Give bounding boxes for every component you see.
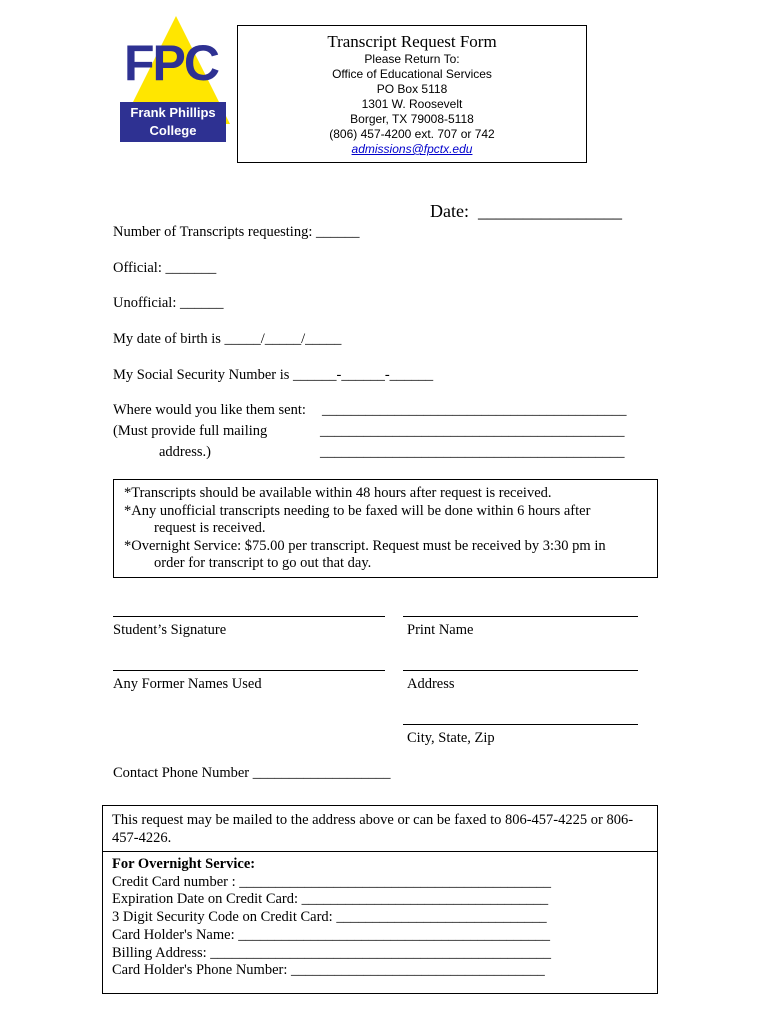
- print-name-line[interactable]: [403, 616, 638, 617]
- mailing-address-line-3[interactable]: __________________________________________: [320, 444, 625, 460]
- payment-box: [102, 805, 658, 994]
- form-title: Transcript Request Form: [327, 32, 497, 51]
- address-label: Address: [407, 676, 455, 692]
- mailing-address-line-1[interactable]: __________________________________________: [322, 402, 627, 418]
- fax-instructions: This request may be mailed to the address above or can be faxed to 806-457-4225 or 806-457-4226.: [103, 806, 657, 852]
- processing-notice: [113, 479, 658, 578]
- notice-line-2b: request is received.: [154, 520, 266, 536]
- ssn-field[interactable]: My Social Security Number is ______-______-______: [113, 367, 434, 383]
- city-state-zip-label: City, State, Zip: [407, 730, 495, 746]
- notice-line-3: *Overnight Service: $75.00 per transcript. Request must be received by 3:30 pm in: [124, 537, 606, 554]
- office-line: Office of Educational Services: [332, 67, 492, 81]
- logo-name-line2: College: [149, 123, 197, 138]
- contact-phone-field[interactable]: Contact Phone Number ___________________: [113, 765, 391, 781]
- date-field[interactable]: ________________: [478, 201, 622, 221]
- num-transcripts-field[interactable]: Number of Transcripts requesting: ______: [113, 224, 360, 240]
- former-names-line[interactable]: [113, 670, 385, 671]
- unofficial-field[interactable]: Unofficial: ______: [113, 295, 224, 311]
- email-link[interactable]: admissions@fpctx.edu: [351, 142, 473, 156]
- billing-address-field[interactable]: Billing Address: _______________________________________________: [112, 944, 552, 961]
- address-line[interactable]: [403, 670, 638, 671]
- print-name-label: Print Name: [407, 622, 474, 638]
- card-holder-name-field[interactable]: Card Holder's Name: ___________________________________________: [112, 926, 550, 943]
- notice-line-2: *Any unofficial transcripts needing to be faxed will be done within 6 hours after: [124, 502, 591, 519]
- logo-initials: FPC: [124, 35, 218, 91]
- phone-line: (806) 457-4200 ext. 707 or 742: [329, 127, 495, 141]
- send-to-label: Where would you like them sent:: [113, 402, 306, 418]
- signature-line[interactable]: [113, 616, 385, 617]
- po-box-line: PO Box 5118: [376, 82, 448, 96]
- notice-line-1: *Transcripts should be available within 48 hours after request is received.: [124, 485, 552, 501]
- send-to-note: (Must provide full mailing: [113, 423, 268, 439]
- student-signature-label: Student’s Signature: [113, 622, 227, 638]
- mailing-address-line-2[interactable]: __________________________________________: [320, 423, 625, 439]
- date-label: Date:: [430, 201, 469, 221]
- official-field[interactable]: Official: _______: [113, 260, 217, 276]
- college-logo: [118, 14, 236, 146]
- send-to-note-cont: address.): [159, 444, 211, 460]
- logo-name-line1: Frank Phillips: [130, 105, 216, 120]
- expiration-date-field[interactable]: Expiration Date on Credit Card: __________________________________: [112, 891, 549, 908]
- dob-field[interactable]: My date of birth is _____/_____/_____: [113, 331, 342, 347]
- city-line: Borger, TX 79008-5118: [350, 112, 474, 126]
- logo-college-name: [120, 102, 226, 142]
- credit-card-number-field[interactable]: Credit Card number : ___________________________________________: [112, 873, 552, 890]
- overnight-heading: For Overnight Service:: [112, 856, 256, 872]
- card-holder-phone-field[interactable]: Card Holder's Phone Number: ___________________________________: [112, 962, 545, 979]
- street-line: 1301 W. Roosevelt: [361, 97, 463, 111]
- return-address-box: [237, 25, 587, 163]
- return-to-line: Please Return To:: [364, 52, 460, 66]
- security-code-field[interactable]: 3 Digit Security Code on Credit Card: _____________________________: [112, 909, 547, 926]
- city-state-zip-line[interactable]: [403, 724, 638, 725]
- former-names-label: Any Former Names Used: [113, 676, 262, 692]
- notice-line-3b: order for transcript to go out that day.: [154, 555, 372, 571]
